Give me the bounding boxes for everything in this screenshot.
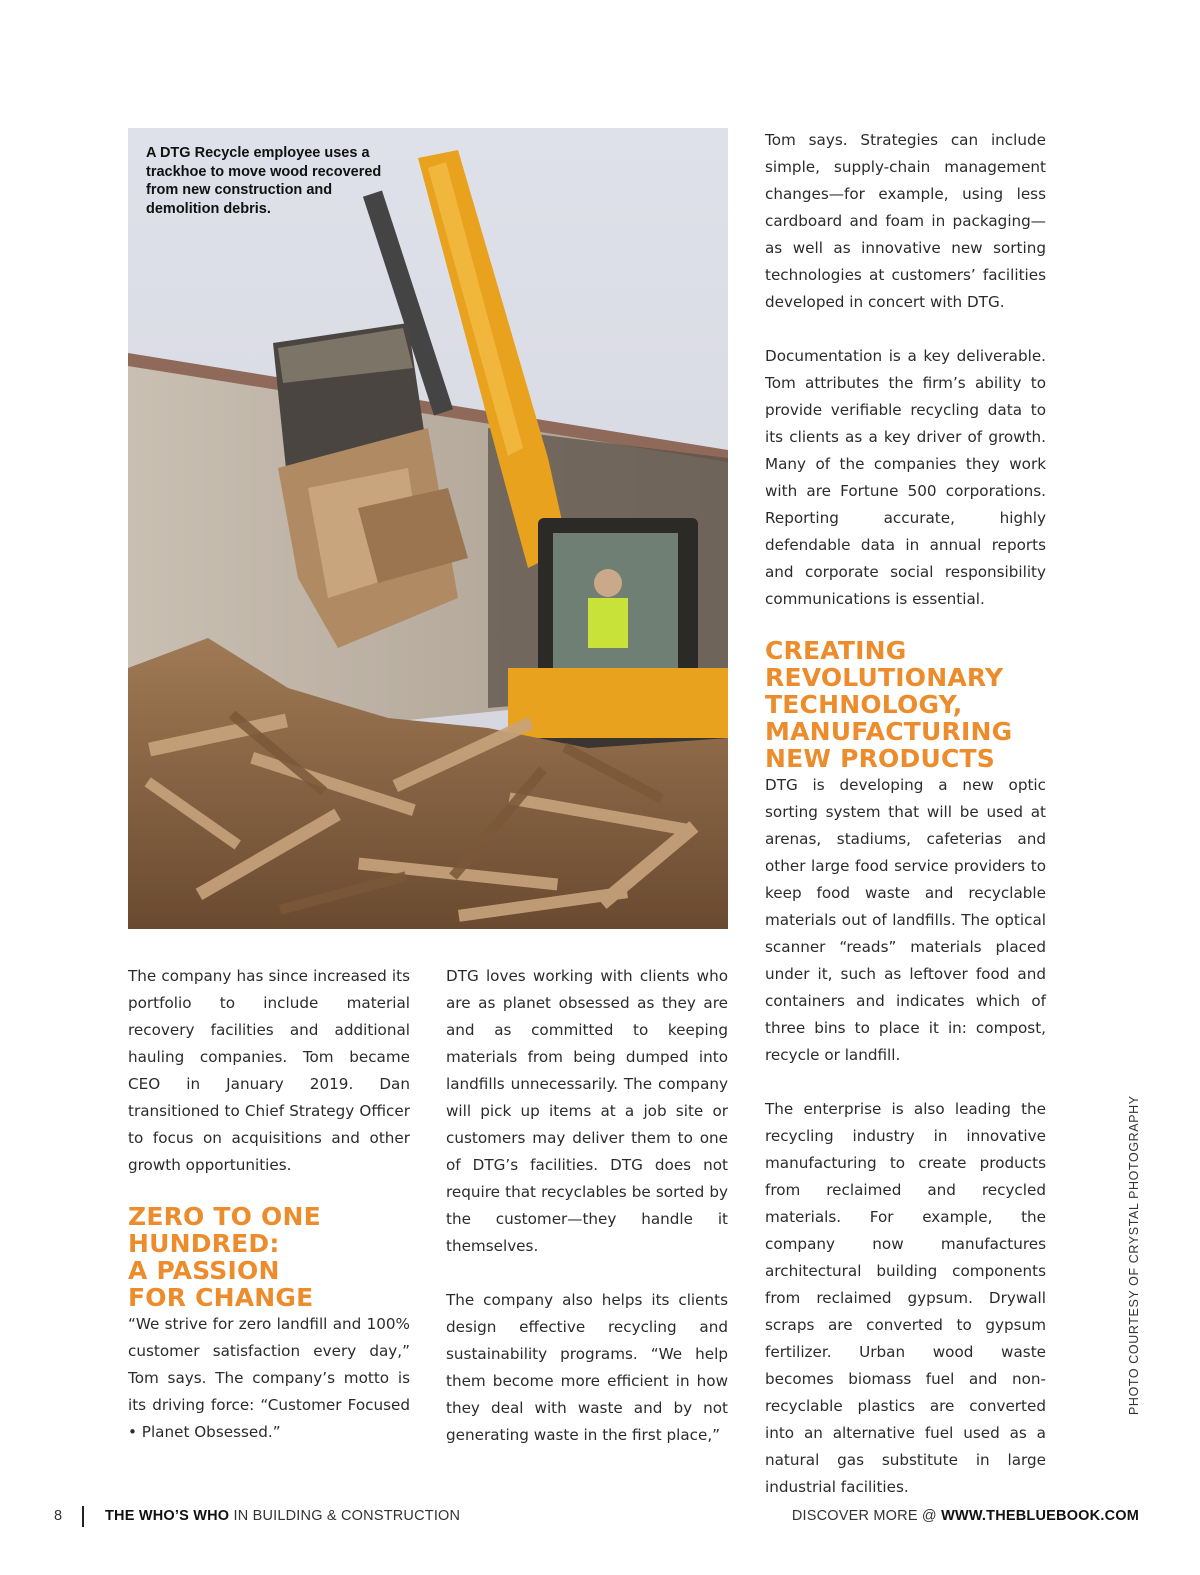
- column-1: [128, 963, 410, 1446]
- column-3: [765, 127, 1046, 1501]
- discover-more: [792, 1508, 1139, 1524]
- heading-line: A PASSION: [128, 1256, 280, 1285]
- heading-line: REVOLUTIONARY: [765, 663, 1004, 692]
- heading-line: TECHNOLOGY,: [765, 690, 963, 719]
- page-footer: [0, 1506, 1200, 1528]
- footer-divider: [82, 1506, 84, 1527]
- col1-paragraph-2: “We strive for zero landfill and 100% customer satisfaction every day,” Tom says. The company’s motto is its driving force: “Customer Focused • Planet Obsessed.”: [128, 1315, 410, 1441]
- heading-line: MANUFACTURING: [765, 717, 1013, 746]
- heading-line: FOR CHANGE: [128, 1283, 314, 1312]
- heading-line: HUNDRED:: [128, 1229, 280, 1258]
- publication-name-bold: THE WHO’S WHO: [105, 1508, 230, 1524]
- publication-name: [105, 1508, 460, 1524]
- section-heading-creating-revolutionary-technology: [765, 637, 1046, 772]
- photo-caption: A DTG Recycle employee uses a trackhoe to move wood recovered from new construction and demolition debris.: [146, 145, 382, 217]
- feature-photo: [128, 128, 728, 929]
- col3-paragraph-4: The enterprise is also leading the recycling industry in innovative manufacturing to create products from reclaimed and recycled materials. For example, the company now manufactures architectural building components from reclaimed gypsum. Drywall scraps are converted to gypsum fertilizer. Urban wood waste becomes biomass fuel and non-recyclable plastics are converted into an alternative fuel used as a natural gas substitute in large industrial facilities.: [765, 1100, 1046, 1496]
- page-number: 8: [54, 1508, 63, 1524]
- heading-line: NEW PRODUCTS: [765, 744, 995, 773]
- publication-name-rest: IN BUILDING & CONSTRUCTION: [229, 1508, 461, 1524]
- column-2: [446, 963, 728, 1449]
- heading-line: ZERO TO ONE: [128, 1202, 321, 1231]
- col1-paragraph-1: The company has since increased its portfolio to include material recovery facilities and additional hauling companies. Tom became CEO in January 2019. Dan transitioned to Chief Strategy Officer to focus on acquisitions and other growth opportunities.: [128, 967, 410, 1174]
- col2-paragraph-1: DTG loves working with clients who are as planet obsessed as they are and as committed to keeping materials from being dumped into landfills unnecessarily. The company will pick up items at a job site or customers may deliver them to one of DTG’s facilities. DTG does not require that recyclables be sorted by the customer—they handle it themselves.: [446, 967, 728, 1255]
- col3-paragraph-1: Tom says. Strategies can include simple, supply-chain management changes—for example, using less cardboard and foam in packaging—as well as innovative new sorting technologies at customers’ facilities developed in concert with DTG.: [765, 131, 1046, 311]
- section-heading-zero-to-one-hundred: [128, 1203, 410, 1311]
- col3-paragraph-3: DTG is developing a new optic sorting system that will be used at arenas, stadiums, cafeterias and other large food service providers to keep food waste and recyclable materials out of landfills. The optical scanner “reads” materials placed under it, such as leftover food and containers and indicates which of three bins to place it in: compost, recycle or landfill.: [765, 776, 1046, 1064]
- photo-credit: PHOTO COURTESY OF CRYSTAL PHOTOGRAPHY: [1127, 1095, 1141, 1415]
- excavator-photo-illustration: [128, 128, 728, 929]
- heading-line: CREATING: [765, 636, 907, 665]
- col3-paragraph-2: Documentation is a key deliverable. Tom attributes the firm’s ability to provide verifiable recycling data to its clients as a key driver of growth. Many of the companies they work with are Fortune 500 corporations. Reporting accurate, highly defendable data in annual reports and corporate social responsibility communications is essential.: [765, 347, 1046, 608]
- discover-more-text: DISCOVER MORE @: [791, 1508, 942, 1524]
- website-link[interactable]: WWW.THEBLUEBOOK.COM: [941, 1508, 1139, 1524]
- col2-paragraph-2: The company also helps its clients design effective recycling and sustainability programs. “We help them become more efficient in how they deal with waste and by not generating waste in the first place,”: [446, 1291, 728, 1444]
